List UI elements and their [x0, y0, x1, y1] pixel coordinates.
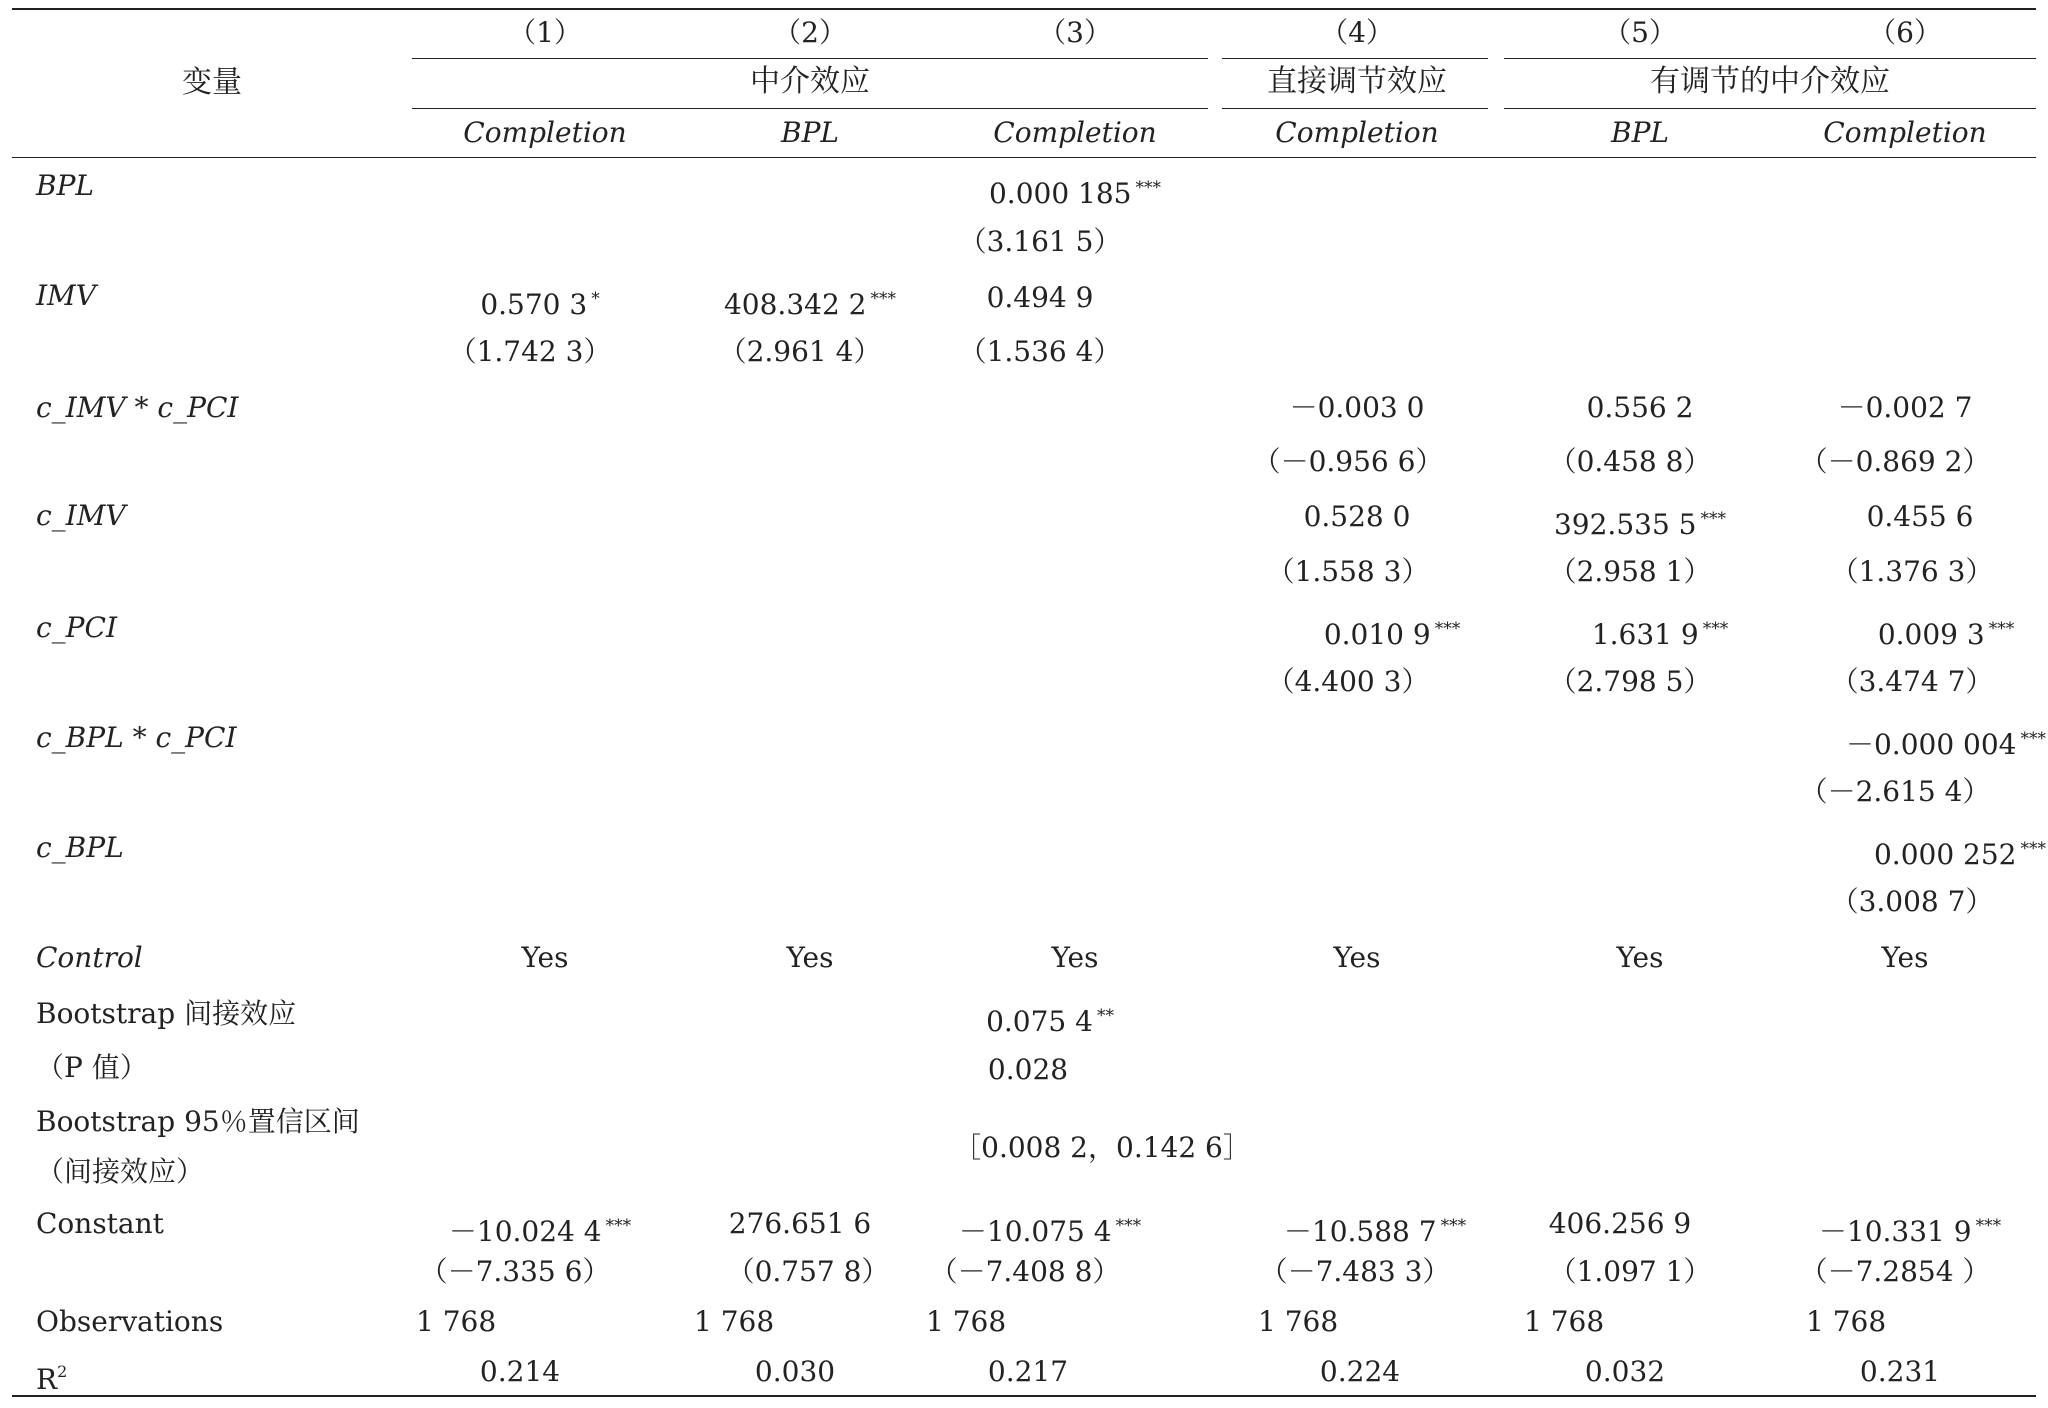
constant-c3-coef: －10.075 4 *** — [958, 1215, 1142, 1248]
observations-c6: 1 768 — [1806, 1305, 1887, 1338]
c-bpl-c6-coef: 0.000 252 *** — [1873, 838, 2046, 871]
ci-c3: ［0.008 2，0.142 6］ — [953, 1131, 1251, 1164]
observations-c3: 1 768 — [926, 1305, 1007, 1338]
col-number-2: （2） — [773, 16, 847, 49]
header-rule — [12, 157, 2036, 158]
bottom-rule — [12, 1395, 2036, 1397]
row-label-constant: Constant — [36, 1207, 164, 1240]
c-pci-c4-coef: 0.010 9 *** — [1323, 618, 1461, 651]
row-label-imv-pci: c_IMV * c_PCI — [36, 391, 239, 424]
dep-var-1: Completion — [463, 116, 627, 149]
col-number-5: （5） — [1603, 16, 1677, 49]
bpl-c3-tstat: （3.161 5） — [958, 225, 1122, 258]
r2-c2: 0.030 — [754, 1355, 836, 1388]
constant-c2-coef: 276.651 6 — [728, 1207, 872, 1240]
c-pci-c6-tstat: （3.474 7） — [1830, 665, 1994, 698]
control-c2: Yes — [786, 941, 834, 974]
row-label-c-bpl: c_BPL — [36, 831, 124, 864]
col-number-6: （6） — [1868, 16, 1942, 49]
row-label-c-pci: c_PCI — [36, 611, 118, 644]
sub-rule-2 — [1222, 108, 1488, 109]
col-number-1: （1） — [508, 16, 582, 49]
control-c1: Yes — [521, 941, 569, 974]
imv-pci-c6-tstat: （－0.869 2） — [1799, 445, 1991, 478]
observations-c1: 1 768 — [416, 1305, 497, 1338]
imv-c1-tstat: （1.742 3） — [448, 335, 612, 368]
c-imv-c5-coef: 392.535 5 *** — [1553, 508, 1727, 541]
row-label-ci-line1: Bootstrap 95％置信区间 — [36, 1105, 360, 1138]
group-header-moderated-mediation: 有调节的中介效应 — [1650, 64, 1890, 99]
row-label-c-imv: c_IMV — [36, 499, 126, 532]
r2-c5: 0.032 — [1584, 1355, 1666, 1388]
row-label-observations: Observations — [36, 1305, 224, 1338]
c-pci-c4-tstat: （4.400 3） — [1266, 665, 1430, 698]
imv-c3-coef: 0.494 9 — [986, 281, 1094, 314]
bootstrap-c3-coef: 0.075 4 ** — [986, 1005, 1114, 1038]
control-c3: Yes — [1051, 941, 1099, 974]
c-pci-c5-tstat: （2.798 5） — [1548, 665, 1712, 698]
row-label-control: Control — [36, 941, 143, 974]
observations-c4: 1 768 — [1258, 1305, 1339, 1338]
constant-c4-tstat: （－7.483 3） — [1259, 1255, 1451, 1288]
imv-c2-coef: 408.342 2 *** — [723, 288, 897, 321]
c-imv-c4-coef: 0.528 0 — [1303, 500, 1411, 533]
imv-c3-tstat: （1.536 4） — [958, 335, 1122, 368]
col-number-3: （3） — [1038, 16, 1112, 49]
dep-var-3: Completion — [993, 116, 1157, 149]
group-rule-3 — [1504, 58, 2036, 59]
control-c6: Yes — [1881, 941, 1929, 974]
col-number-4: （4） — [1320, 16, 1394, 49]
bpl-c3-coef: 0.000 185 *** — [988, 177, 1162, 210]
row-label-imv: IMV — [36, 279, 96, 312]
c-pci-c6-coef: 0.009 3 *** — [1877, 618, 2015, 651]
c-imv-c5-tstat: （2.958 1） — [1548, 555, 1712, 588]
imv-pci-c4-tstat: （－0.956 6） — [1252, 445, 1444, 478]
c-imv-c6-coef: 0.455 6 — [1866, 500, 1974, 533]
pvalue-c3: 0.028 — [987, 1053, 1069, 1086]
row-label-pvalue: （P 值） — [36, 1051, 148, 1084]
c-imv-c4-tstat: （1.558 3） — [1266, 555, 1430, 588]
imv-pci-c5-tstat: （0.458 8） — [1548, 445, 1712, 478]
constant-c5-coef: 406.256 9 — [1548, 1207, 1692, 1240]
r2-c6: 0.231 — [1859, 1355, 1941, 1388]
constant-c6-coef: －10.331 9 *** — [1818, 1215, 2002, 1248]
c-pci-c5-coef: 1.631 9 *** — [1591, 618, 1729, 651]
group-header-mediation: 中介效应 — [750, 64, 870, 99]
bpl-pci-c6-tstat: （－2.615 4） — [1799, 775, 1991, 808]
row-label-bpl: BPL — [36, 169, 95, 202]
row-label-ci-line2: （间接效应） — [36, 1155, 205, 1188]
imv-c1-coef: 0.570 3 * — [480, 288, 600, 321]
constant-c4-coef: －10.588 7 *** — [1283, 1215, 1467, 1248]
c-imv-c6-tstat: （1.376 3） — [1830, 555, 1994, 588]
dep-var-5: BPL — [1610, 116, 1670, 149]
row-label-bpl-pci: c_BPL * c_PCI — [36, 721, 237, 754]
imv-pci-c6-coef: －0.002 7 — [1837, 391, 1973, 424]
r2-c4: 0.224 — [1319, 1355, 1401, 1388]
constant-c6-tstat: （－7.2854 ） — [1799, 1255, 1991, 1288]
c-bpl-c6-tstat: （3.008 7） — [1830, 885, 1994, 918]
imv-pci-c4-coef: －0.003 0 — [1289, 391, 1425, 424]
dep-var-2: BPL — [780, 116, 840, 149]
constant-c5-tstat: （1.097 1） — [1548, 1255, 1712, 1288]
variable-header: 变量 — [182, 65, 242, 100]
dep-var-6: Completion — [1823, 116, 1987, 149]
group-rule-1 — [412, 58, 1208, 59]
sub-rule-1 — [412, 108, 1208, 109]
bpl-pci-c6-coef: －0.000 004 *** — [1845, 728, 2046, 761]
constant-c3-tstat: （－7.408 8） — [929, 1255, 1121, 1288]
observations-c2: 1 768 — [694, 1305, 775, 1338]
sub-rule-3 — [1504, 108, 2036, 109]
control-c5: Yes — [1616, 941, 1664, 974]
row-label-bootstrap: Bootstrap 间接效应 — [36, 997, 297, 1030]
top-rule — [12, 8, 2036, 10]
imv-pci-c5-coef: 0.556 2 — [1586, 391, 1694, 424]
constant-c1-coef: －10.024 4 *** — [448, 1215, 632, 1248]
observations-c5: 1 768 — [1524, 1305, 1605, 1338]
constant-c1-tstat: （－7.335 6） — [419, 1255, 611, 1288]
control-c4: Yes — [1333, 941, 1381, 974]
imv-c2-tstat: （2.961 4） — [718, 335, 882, 368]
row-label-r2: $R^2$ — [36, 1362, 68, 1396]
r2-c3: 0.217 — [987, 1355, 1069, 1388]
r2-c1: 0.214 — [479, 1355, 561, 1388]
group-rule-2 — [1222, 58, 1488, 59]
dep-var-4: Completion — [1275, 116, 1439, 149]
group-header-moderation: 直接调节效应 — [1267, 64, 1447, 99]
constant-c2-tstat: （0.757 8） — [726, 1255, 890, 1288]
